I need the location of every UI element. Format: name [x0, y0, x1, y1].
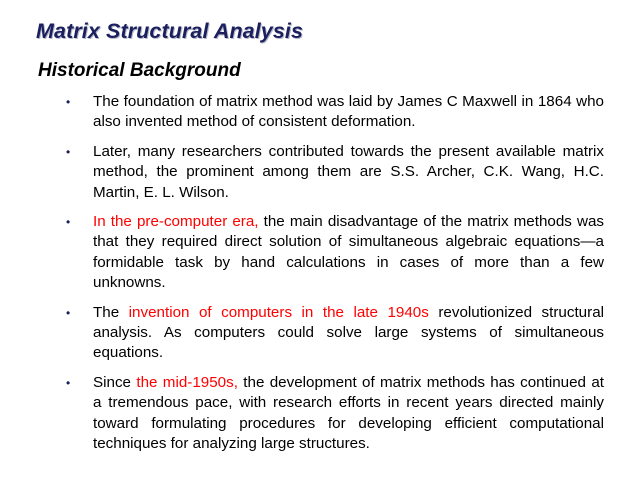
bullet-item-4 [66, 303, 604, 364]
bullet-text: the development of matrix methods has continued at a tremendous pace, with research efforts in recent years directed mainly toward formulating procedures for developing efficient computational techniques for analyzing large structures. [93, 373, 605, 453]
bullet-item-1 [66, 92, 604, 133]
bullet-item-3 [66, 212, 604, 294]
highlight-text: invention of computers in the late 1940s [128, 303, 429, 321]
highlight-text: the mid-1950s, [136, 373, 238, 391]
bullet-text: Later, many researchers contributed towards the present available matrix method, the prominent among them are S.S. Archer, C.K. Wang, H.C. Martin, E. L. Wilson. [93, 142, 604, 201]
highlight-text: In the pre-computer era, [93, 213, 259, 231]
bullet-icon: • [66, 95, 71, 109]
bullet-text-before: Since [93, 373, 137, 391]
bullet-text: the main disadvantage of the matrix methods was that they required direct solution of simultaneous algebraic equations—a formidable task by hand calculations in cases of more than a few unknowns. [93, 213, 604, 292]
bullet-text: revolutionized structural analysis. As computers could solve large systems of simultaneous equations. [93, 303, 605, 362]
slide-title: Matrix Structural Analysis [36, 19, 304, 43]
bullet-icon: • [66, 144, 71, 159]
bullet-item-2 [66, 142, 604, 203]
bullet-text: The foundation of matrix method was laid by James C Maxwell in 1864 who also invented method of consistent deformation. [93, 93, 604, 131]
bullet-text-before: The [93, 303, 129, 321]
bullet-icon: • [66, 375, 71, 390]
bullet-item-5 [66, 373, 604, 455]
bullet-icon: • [66, 305, 71, 320]
slide-subtitle: Historical Background [38, 60, 241, 81]
bullet-list [66, 92, 604, 464]
bullet-icon: • [66, 215, 71, 230]
